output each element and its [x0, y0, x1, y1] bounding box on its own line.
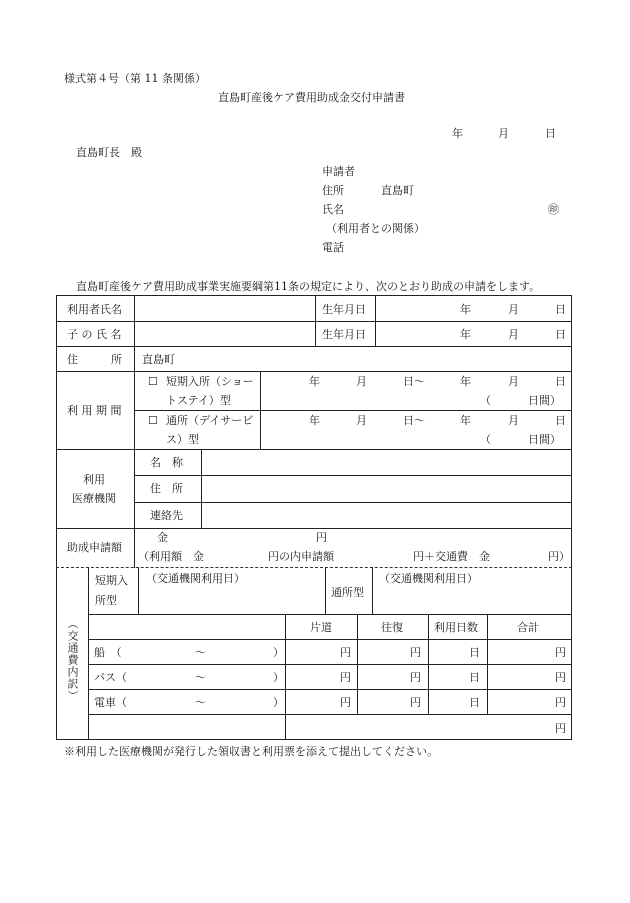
day-type-label: 通所型	[331, 586, 364, 599]
subsidy-detail-3: 円＋交通費 金	[413, 550, 490, 563]
short-stay-label-2: トステイ）型	[166, 394, 231, 407]
out-days-open: （	[480, 433, 491, 446]
user-birth-year: 年	[460, 303, 471, 316]
child-birth-day: 日	[555, 328, 566, 341]
row-ship-tilde: ～	[195, 646, 206, 659]
out-end-day: 日	[555, 414, 566, 427]
col-days: 利用日数	[434, 621, 478, 634]
outpatient-label-1: 通所（デイサービ	[166, 414, 254, 427]
row-train-tilde: ～	[195, 696, 206, 709]
user-birth-label: 生年月日	[322, 303, 366, 316]
row-ship-mode: 船 （	[94, 646, 122, 659]
col-round: 往復	[381, 621, 403, 634]
row-ship-days: 日	[469, 646, 480, 659]
facility-name-label: 名 称	[150, 456, 183, 469]
subsidy-detail-4: 円）	[548, 550, 570, 563]
out-start-day: 日～	[403, 414, 425, 427]
transport-breakdown-label: （交通費内訳）	[66, 618, 79, 702]
facility-label-2: 医療機関	[72, 492, 116, 505]
short-start-day: 日～	[403, 375, 425, 388]
user-birth-month: 月	[508, 303, 519, 316]
outpatient-label-2: ス）型	[166, 433, 199, 446]
applicant-address-label: 住所	[322, 184, 344, 197]
short-end-month: 月	[508, 375, 519, 388]
day-transport-dates: （交通機関利用日）	[379, 572, 478, 585]
subsidy-detail-2: 円の内申請額	[268, 550, 334, 563]
row-ship-round-yen: 円	[410, 646, 421, 659]
short-transport-dates: （交通機関利用日）	[146, 572, 245, 585]
child-birth-label: 生年月日	[322, 328, 366, 341]
child-birth-year: 年	[460, 328, 471, 341]
applicant-relation: （利用者との関係）	[326, 222, 425, 235]
applicant-phone-label: 電話	[322, 241, 344, 254]
row-ship-oneway-yen: 円	[340, 646, 351, 659]
period-label: 利 用 期 間	[67, 404, 122, 417]
short-end-year: 年	[460, 375, 471, 388]
short-days-close: 日間）	[528, 394, 561, 407]
facility-label-1: 利用	[83, 473, 105, 486]
row-bus-tilde: ～	[195, 671, 206, 684]
row-train-close: ）	[273, 696, 284, 709]
row-ship-total-yen: 円	[555, 646, 566, 659]
row-bus-round-yen: 円	[410, 671, 421, 684]
subsidy-yen: 円	[316, 531, 327, 544]
addressee: 直島町長 殿	[76, 146, 142, 159]
grand-total-yen: 円	[555, 722, 566, 735]
subsidy-label: 助成申請額	[67, 541, 122, 554]
out-end-month: 月	[508, 414, 519, 427]
out-start-month: 月	[356, 414, 367, 427]
subsidy-kin: 金	[157, 531, 168, 544]
seal-mark: ㊞	[548, 203, 559, 216]
address-label: 住 所	[67, 353, 122, 366]
child-birth-month: 月	[508, 328, 519, 341]
applicant-label: 申請者	[322, 165, 355, 178]
short-type-label-2: 所型	[95, 594, 117, 607]
row-train-mode: 電車（	[94, 696, 127, 709]
date-year-label: 年	[452, 127, 463, 140]
row-bus-close: ）	[273, 671, 284, 684]
short-stay-label-1: 短期入所（ショー	[166, 375, 254, 388]
col-total: 合計	[517, 621, 539, 634]
row-bus-total-yen: 円	[555, 671, 566, 684]
out-end-year: 年	[460, 414, 471, 427]
short-stay-checkbox[interactable]: ☐	[148, 375, 158, 388]
row-train-oneway-yen: 円	[340, 696, 351, 709]
date-month-label: 月	[498, 127, 509, 140]
child-name-label: 子 の 氏 名	[67, 328, 122, 341]
row-bus-mode: バス（	[94, 671, 127, 684]
outpatient-checkbox[interactable]: ☐	[148, 414, 158, 427]
user-birth-day: 日	[555, 303, 566, 316]
footnote: ※利用した医療機関が発行した領収書と利用票を添えて提出してください。	[64, 745, 438, 758]
facility-address-label: 住 所	[150, 482, 183, 495]
out-days-close: 日間）	[528, 433, 561, 446]
row-bus-days: 日	[469, 671, 480, 684]
facility-contact-label: 連絡先	[150, 509, 183, 522]
col-oneway: 片道	[310, 621, 332, 634]
applicant-address-value: 直島町	[381, 184, 414, 197]
row-train-total-yen: 円	[555, 696, 566, 709]
row-ship-close: ）	[273, 646, 284, 659]
form-number: 様式第４号（第 11 条関係）	[64, 72, 206, 85]
row-train-round-yen: 円	[410, 696, 421, 709]
form-title: 直島町産後ケア費用助成金交付申請書	[218, 91, 405, 104]
intro-statement: 直島町産後ケア費用助成事業実施要綱第11条の規定により、次のとおり助成の申請をします。	[76, 280, 541, 293]
date-day-label: 日	[545, 127, 556, 140]
out-start-year: 年	[309, 414, 320, 427]
user-name-label: 利用者氏名	[67, 303, 122, 316]
subsidy-detail-1: （利用額 金	[138, 550, 204, 563]
short-days-open: （	[480, 394, 491, 407]
applicant-name-label: 氏名	[322, 203, 344, 216]
short-start-year: 年	[309, 375, 320, 388]
row-train-days: 日	[469, 696, 480, 709]
address-value: 直島町	[142, 353, 175, 366]
short-end-day: 日	[555, 375, 566, 388]
short-start-month: 月	[356, 375, 367, 388]
short-type-label-1: 短期入	[95, 574, 128, 587]
row-bus-oneway-yen: 円	[340, 671, 351, 684]
